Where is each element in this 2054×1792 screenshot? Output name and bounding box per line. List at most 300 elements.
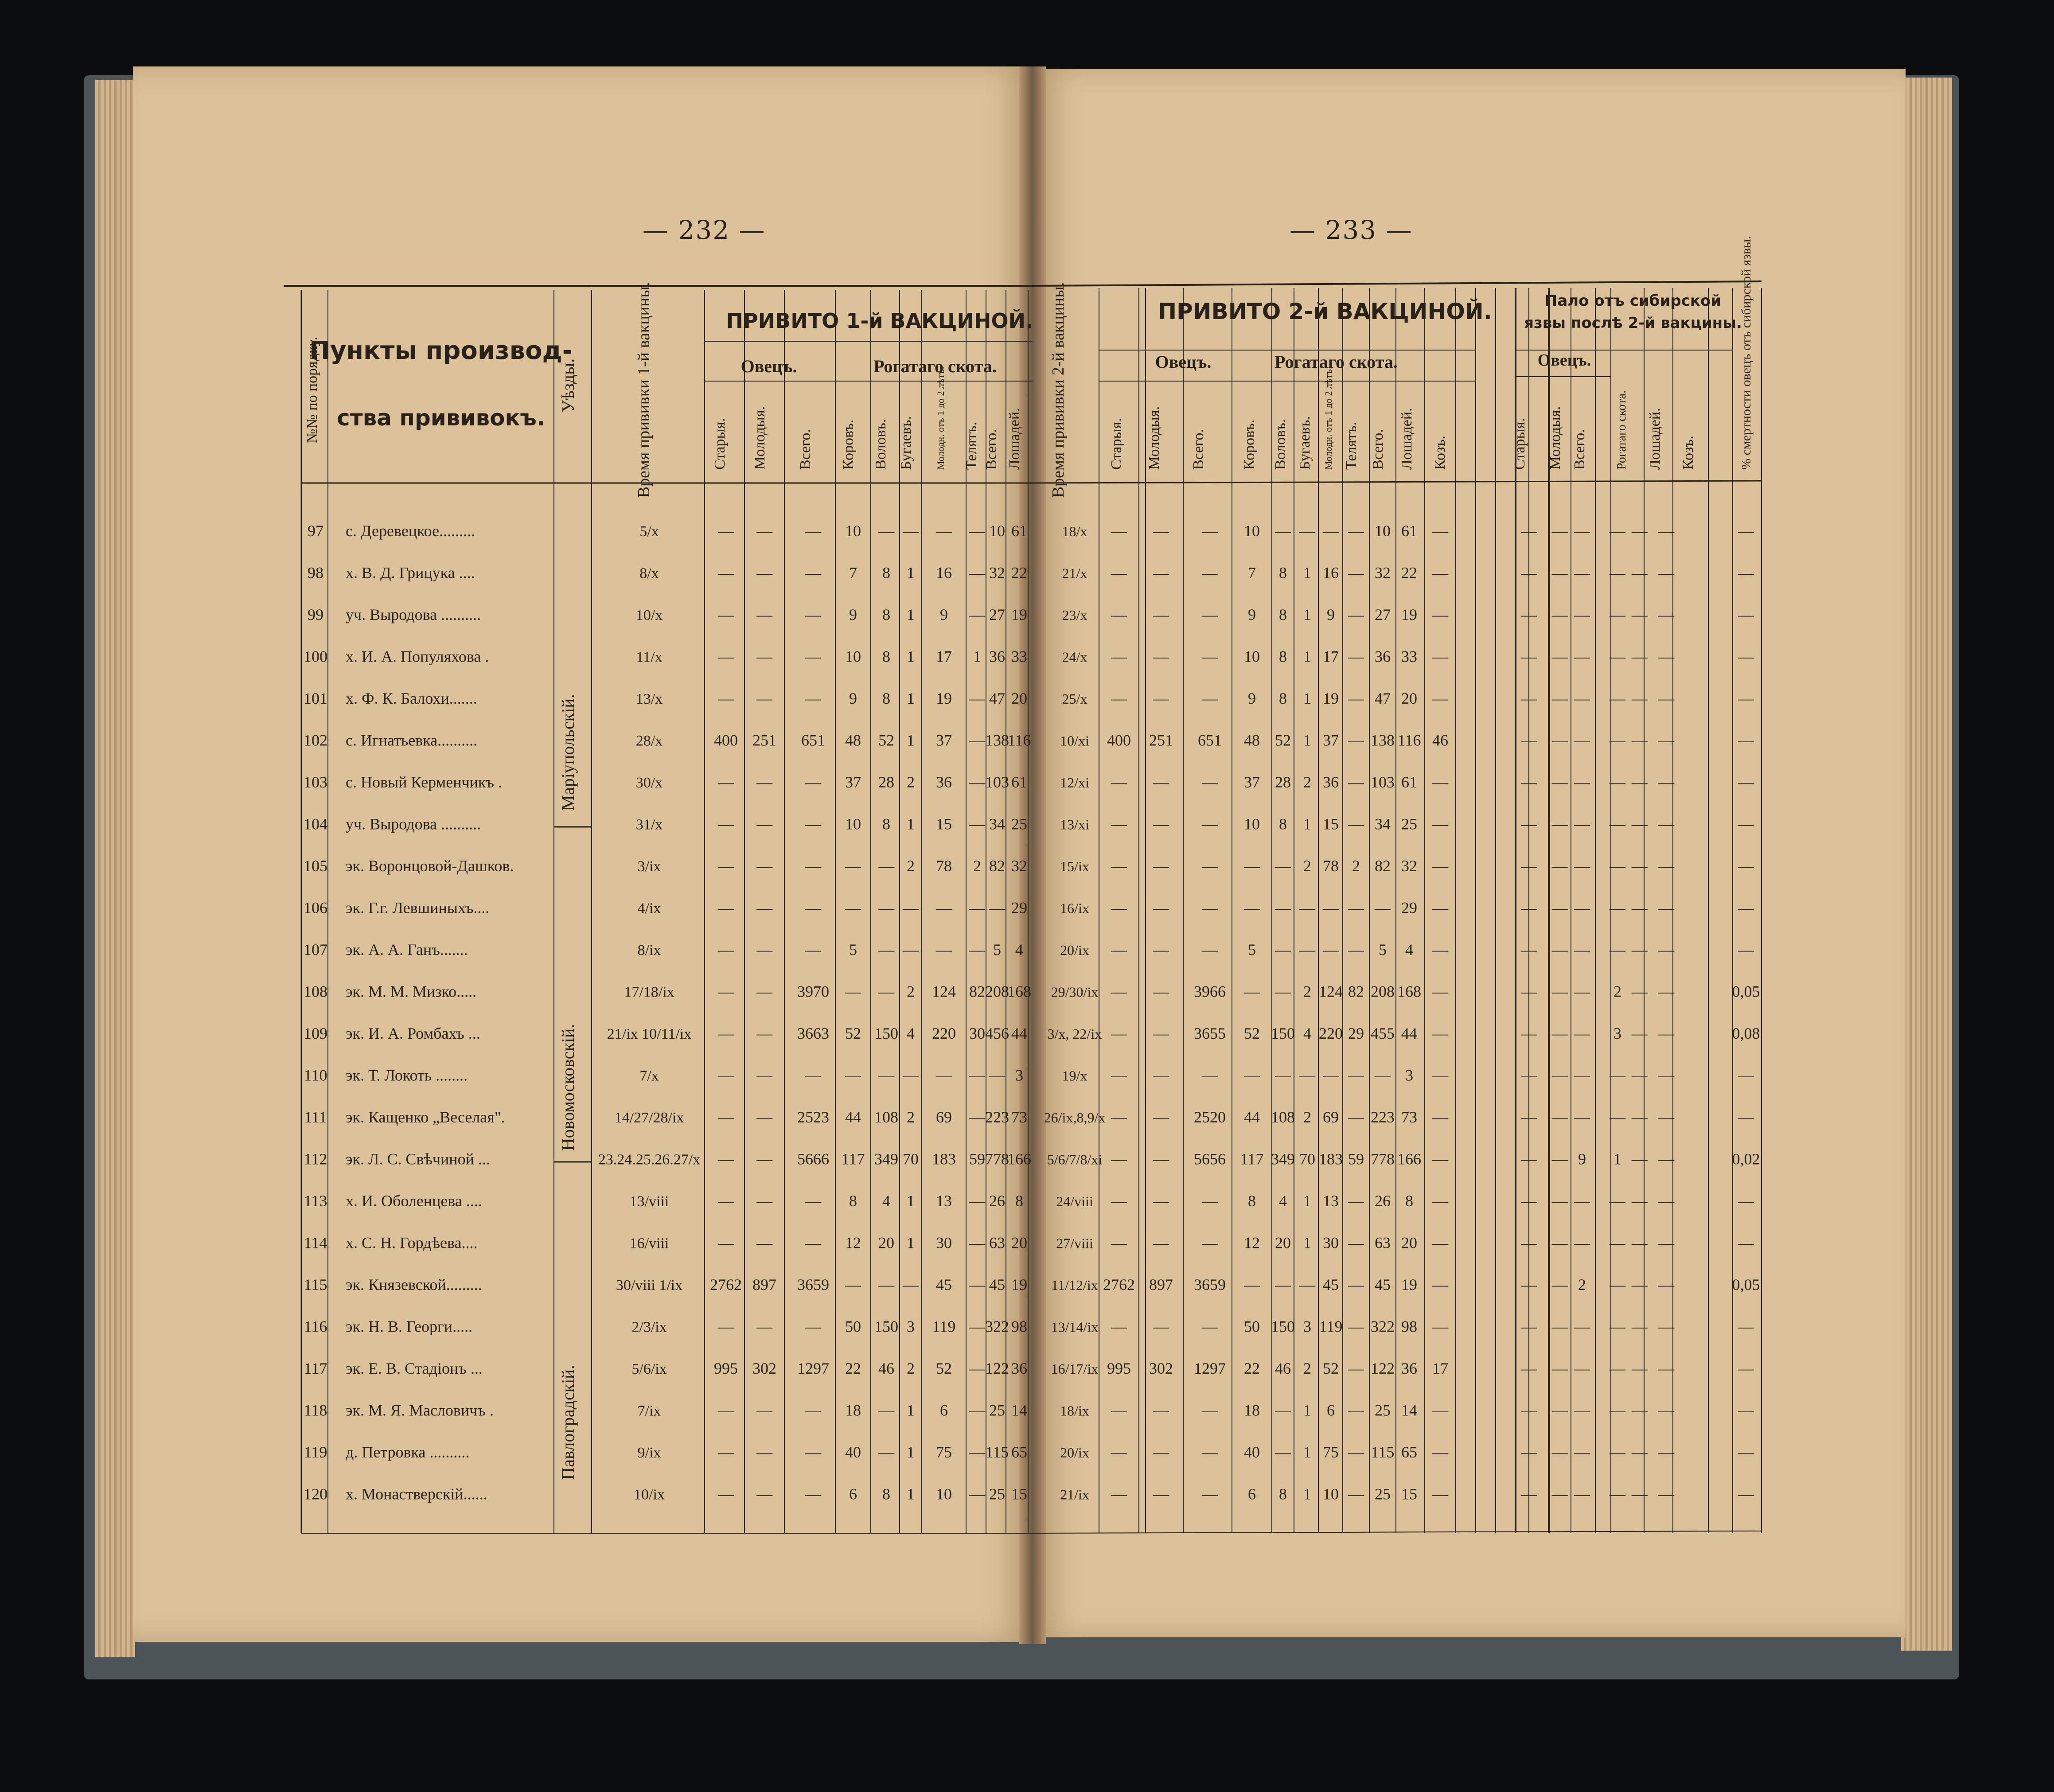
row-mortality: 0,08	[1732, 1025, 1760, 1042]
uezd-label-2: Павлоградскій.	[558, 1365, 578, 1480]
row-v2-cell: —	[1244, 1066, 1260, 1084]
row-v1-cell: 1	[907, 647, 915, 666]
row-v2-cell: —	[1244, 857, 1260, 875]
row-v2-cell: 778	[1371, 1150, 1395, 1168]
row-died-cell: —	[1632, 1485, 1648, 1503]
row-number: 106	[304, 899, 327, 917]
row-v1-cell: 124	[932, 982, 956, 1001]
row-v1-cell: 8	[882, 815, 890, 833]
header-died-1: Пало отъ сибирской	[1544, 292, 1722, 310]
row-place: эк. Е. В. Стадіонъ ...	[346, 1360, 483, 1377]
row-time2: 23/x	[1062, 607, 1087, 623]
row-v1-cell: —	[805, 522, 821, 540]
row-died-cell: —	[1521, 522, 1537, 540]
row-died-cell: —	[1632, 815, 1648, 833]
row-time2: 25/x	[1062, 691, 1087, 707]
row-v1-cell: 52	[936, 1360, 952, 1377]
header-col2-9: Лошадей.	[1399, 408, 1415, 470]
row-place: с. Игнатьевка..........	[346, 731, 478, 749]
row-died-cell: —	[1521, 1234, 1537, 1252]
header-col1-2: Всего.	[797, 429, 814, 470]
row-place: с. Деревецкое.........	[346, 522, 475, 540]
row-mortality: —	[1738, 1443, 1754, 1461]
row-v2-cell: —	[1323, 522, 1339, 540]
row-v1-cell: 10	[845, 815, 861, 833]
row-died-cell: —	[1658, 606, 1674, 623]
row-v1-cell: —	[756, 1025, 772, 1042]
row-v2-cell: 4	[1303, 1025, 1311, 1042]
row-v1-cell: 69	[936, 1108, 952, 1126]
row-v1-cell: 37	[936, 731, 952, 749]
header-col2-7: Телятъ.	[1343, 421, 1360, 470]
row-v1-cell: —	[756, 773, 772, 791]
row-v1-cell: —	[756, 690, 772, 707]
row-v2-cell: —	[1111, 1317, 1127, 1336]
header-col2-8: Всего.	[1370, 429, 1386, 470]
header-died-2: язвы послѣ 2-й вакцины.	[1524, 314, 1742, 332]
row-time2: 29/30/ix	[1051, 984, 1099, 1000]
row-v2-cell: —	[1432, 773, 1448, 791]
row-died-cell: —	[1574, 522, 1590, 540]
row-v1-cell: 8	[882, 1485, 890, 1503]
row-v1-cell: 75	[936, 1443, 952, 1461]
row-died-cell: —	[1632, 773, 1648, 791]
row-place: эк. М. М. Мизко.....	[346, 982, 477, 1001]
uezd-label-0: Маріупольскій.	[558, 694, 578, 811]
row-died-cell: —	[1658, 773, 1674, 791]
row-v2-cell: —	[1348, 522, 1364, 540]
row-v2-cell: 29	[1348, 1025, 1364, 1042]
row-v1-cell: 19	[1011, 606, 1027, 623]
header-uezd: Уѣзды.	[558, 358, 578, 413]
row-v2-cell: —	[1432, 564, 1448, 582]
row-died-cell: —	[1632, 982, 1648, 1001]
row-v1-cell: —	[903, 1066, 919, 1084]
row-v2-cell: 122	[1371, 1360, 1395, 1377]
row-time2: 20/ix	[1060, 1445, 1089, 1461]
row-v2-cell: 2	[1303, 982, 1311, 1001]
row-v2-cell: —	[1348, 1443, 1364, 1461]
row-v2-cell: 15	[1323, 815, 1339, 833]
row-v2-cell: 119	[1319, 1317, 1343, 1336]
row-v1-cell: —	[756, 1108, 772, 1126]
row-v1-cell: —	[718, 522, 734, 540]
row-v2-cell: —	[1202, 647, 1218, 666]
row-time1: 8/ix	[637, 942, 661, 958]
row-v1-cell: —	[805, 1234, 821, 1252]
row-v2-cell: 10	[1244, 815, 1260, 833]
row-v2-cell: 28	[1275, 773, 1291, 791]
row-died-cell: —	[1521, 1108, 1537, 1126]
row-died-cell: —	[1552, 1108, 1568, 1126]
row-v2-cell: 115	[1371, 1443, 1395, 1461]
row-v2-cell: 400	[1107, 731, 1131, 749]
row-v2-cell: 19	[1401, 606, 1417, 623]
header-group1: ПРИВИТО 1-й ВАКЦИНОЙ.	[726, 309, 1033, 333]
row-v1-cell: 22	[845, 1360, 861, 1377]
row-time1: 7/x	[639, 1067, 659, 1084]
row-number: 109	[304, 1025, 327, 1042]
row-v2-cell: —	[1111, 773, 1127, 791]
row-died-cell: —	[1574, 1066, 1590, 1084]
row-v2-cell: —	[1299, 1066, 1315, 1084]
row-v1-cell: 5666	[797, 1150, 829, 1168]
row-time1: 30/viii 1/ix	[616, 1277, 683, 1293]
row-v1-cell: —	[969, 1401, 985, 1419]
header-time2: Время прививки 2-й вакцины.	[1049, 282, 1068, 498]
row-v2-cell: 46	[1432, 731, 1448, 749]
row-v2-cell: —	[1111, 564, 1127, 582]
row-v1-cell: 2523	[797, 1108, 829, 1126]
row-v2-cell: 124	[1319, 982, 1343, 1001]
row-time1: 10/x	[635, 607, 663, 623]
row-v1-cell: 183	[932, 1150, 956, 1168]
row-v1-cell: —	[878, 982, 894, 1001]
row-v1-cell: 1	[907, 1234, 915, 1252]
row-v1-cell: —	[969, 1108, 985, 1126]
row-v1-cell: 36	[989, 647, 1005, 666]
row-v1-cell: 3	[907, 1317, 915, 1336]
row-v2-cell: —	[1244, 982, 1260, 1001]
row-v1-cell: 2762	[710, 1276, 742, 1293]
row-v2-cell: 1	[1303, 1192, 1311, 1210]
row-v1-cell: —	[969, 522, 985, 540]
row-v1-cell: —	[805, 1401, 821, 1419]
row-v2-cell: 61	[1401, 773, 1417, 791]
header-group2: ПРИВИТО 2-й ВАКЦИНОЙ.	[1158, 299, 1492, 324]
row-v1-cell: 45	[989, 1276, 1005, 1293]
row-v1-cell: 14	[1011, 1401, 1027, 1419]
row-v1-cell: 456	[985, 1025, 1009, 1042]
row-v2-cell: —	[1432, 1401, 1448, 1419]
row-v1-cell: 208	[985, 982, 1009, 1001]
row-v2-cell: 1	[1303, 815, 1311, 833]
row-number: 113	[304, 1192, 327, 1210]
row-number: 119	[304, 1443, 327, 1461]
row-v1-cell: 70	[903, 1150, 919, 1168]
row-v2-cell: 26	[1375, 1192, 1391, 1210]
row-v2-cell: 8	[1405, 1192, 1413, 1210]
row-v2-cell: 4	[1279, 1192, 1287, 1210]
row-v2-cell: —	[1153, 941, 1169, 958]
row-died-cell: —	[1574, 1401, 1590, 1419]
row-v1-cell: 9	[849, 690, 857, 707]
row-v2-cell: 150	[1271, 1025, 1295, 1042]
row-v2-cell: 32	[1401, 857, 1417, 875]
row-v2-cell: —	[1275, 941, 1291, 958]
row-v1-cell: —	[969, 1443, 985, 1461]
row-v2-cell: —	[1202, 773, 1218, 791]
row-v2-cell: —	[1432, 1276, 1448, 1293]
row-v2-cell: —	[1348, 1192, 1364, 1210]
header-col2-1: Молодыя.	[1146, 406, 1162, 470]
row-v2-cell: —	[1432, 1317, 1448, 1336]
row-number: 108	[304, 982, 327, 1001]
row-died-cell: —	[1632, 941, 1648, 958]
row-v1-cell: —	[756, 857, 772, 875]
row-v2-cell: —	[1202, 522, 1218, 540]
row-v2-cell: —	[1153, 899, 1169, 917]
row-v2-cell: —	[1323, 1066, 1339, 1084]
row-mortality: —	[1738, 647, 1754, 666]
header-died-col-0: Старыя.	[1512, 418, 1528, 470]
row-place: уч. Выродова ..........	[346, 815, 481, 833]
row-v2-cell: 63	[1375, 1234, 1391, 1252]
row-number: 107	[304, 941, 327, 958]
row-died-cell: —	[1574, 1234, 1590, 1252]
row-died-cell: —	[1574, 1443, 1590, 1461]
row-time2: 18/ix	[1060, 1402, 1089, 1419]
row-died-cell: —	[1552, 1192, 1568, 1210]
row-v1-cell: —	[969, 1234, 985, 1252]
row-v2-cell: —	[1348, 773, 1364, 791]
row-v1-cell: —	[805, 606, 821, 623]
row-v1-cell: 4	[882, 1192, 890, 1210]
row-v1-cell: 17	[936, 647, 952, 666]
row-v1-cell: —	[878, 1066, 894, 1084]
row-died-cell: —	[1552, 815, 1568, 833]
row-died-cell: —	[1632, 1066, 1648, 1084]
row-v2-cell: —	[1432, 815, 1448, 833]
row-v2-cell: 61	[1401, 522, 1417, 540]
row-v1-cell: 44	[1011, 1025, 1027, 1042]
row-v2-cell: 3966	[1194, 982, 1226, 1001]
row-v2-cell: —	[1153, 1066, 1169, 1084]
row-v1-cell: —	[756, 1150, 772, 1168]
row-v2-cell: —	[1323, 941, 1339, 958]
row-died-cell: —	[1552, 899, 1568, 917]
row-v1-cell: 63	[989, 1234, 1005, 1252]
row-mortality: —	[1738, 1192, 1754, 1210]
row-v1-cell: —	[756, 941, 772, 958]
row-place: эк. Л. С. Свѣчиной ...	[346, 1150, 490, 1168]
row-v1-cell: 103	[985, 773, 1009, 791]
row-v2-cell: —	[1432, 1025, 1448, 1042]
row-v2-cell: 10	[1323, 1485, 1339, 1503]
right-page-number: — 233 —	[1290, 215, 1413, 245]
row-v1-cell: —	[756, 1234, 772, 1252]
row-v2-cell: 3	[1405, 1066, 1413, 1084]
row-v2-cell: 1	[1303, 1401, 1311, 1419]
row-mortality: —	[1738, 1234, 1754, 1252]
row-v2-cell: 22	[1244, 1360, 1260, 1377]
row-v1-cell: —	[845, 982, 861, 1001]
row-v2-cell: —	[1348, 899, 1364, 917]
row-v1-cell: 2	[907, 1360, 915, 1377]
row-died-cell: —	[1610, 1401, 1625, 1419]
row-v1-cell: 33	[1011, 647, 1027, 666]
row-time1: 5/6/ix	[631, 1361, 667, 1377]
row-v2-cell: 9	[1248, 606, 1256, 623]
row-v2-cell: —	[1153, 815, 1169, 833]
row-died-cell: —	[1658, 941, 1674, 958]
row-died-cell: 3	[1614, 1025, 1621, 1042]
row-v2-cell: 208	[1371, 982, 1395, 1001]
row-died-cell: —	[1552, 1360, 1568, 1377]
row-time1: 3/ix	[637, 858, 661, 875]
row-v1-cell: —	[936, 522, 952, 540]
row-v1-cell: —	[878, 1401, 894, 1419]
row-v1-cell: 46	[878, 1360, 894, 1377]
row-v1-cell: 122	[985, 1360, 1009, 1377]
row-died-cell: —	[1521, 1025, 1537, 1042]
row-v1-cell: 322	[985, 1317, 1009, 1336]
row-v2-cell: 52	[1275, 731, 1291, 749]
row-v2-cell: 1	[1303, 647, 1311, 666]
row-v1-cell: 220	[932, 1025, 956, 1042]
row-mortality: —	[1738, 564, 1754, 582]
row-v2-cell: —	[1153, 857, 1169, 875]
row-v1-cell: —	[756, 982, 772, 1001]
row-v1-cell: —	[805, 773, 821, 791]
row-v1-cell: —	[718, 1485, 734, 1503]
row-v2-cell: —	[1432, 899, 1448, 917]
row-v2-cell: —	[1111, 1192, 1127, 1210]
row-place: уч. Выродова ..........	[346, 606, 481, 623]
row-v2-cell: 2	[1303, 1360, 1311, 1377]
row-v1-cell: —	[718, 690, 734, 707]
row-v1-cell: —	[969, 731, 985, 749]
row-v2-cell: —	[1111, 941, 1127, 958]
row-time1: 13/viii	[629, 1193, 669, 1210]
row-v2-cell: —	[1348, 1485, 1364, 1503]
row-v2-cell: —	[1275, 982, 1291, 1001]
row-v1-cell: —	[903, 522, 919, 540]
header-cattle2: Рогатаго скота.	[1274, 352, 1398, 372]
row-v2-cell: 75	[1323, 1443, 1339, 1461]
left-page-number: — 232 —	[643, 215, 766, 245]
row-v1-cell: 19	[936, 690, 952, 707]
row-v2-cell: 2762	[1103, 1276, 1135, 1293]
row-v2-cell: 14	[1401, 1401, 1417, 1419]
row-died-cell: —	[1521, 1276, 1537, 1293]
row-v2-cell: —	[1202, 1066, 1218, 1084]
row-v1-cell: —	[718, 1317, 734, 1336]
row-v2-cell: 50	[1244, 1317, 1260, 1336]
row-v2-cell: 5	[1248, 941, 1256, 958]
row-died-cell: —	[1610, 857, 1625, 875]
row-v2-cell: —	[1202, 899, 1218, 917]
row-v2-cell: 6	[1327, 1401, 1335, 1419]
row-v2-cell: —	[1299, 941, 1315, 958]
row-v2-cell: 45	[1323, 1276, 1339, 1293]
row-mortality: 0,05	[1732, 982, 1760, 1001]
row-v1-cell: —	[805, 1485, 821, 1503]
row-mortality: —	[1738, 522, 1754, 540]
row-v1-cell: —	[845, 899, 861, 917]
row-v1-cell: 12	[845, 1234, 861, 1252]
row-v2-cell: 2	[1303, 1108, 1311, 1126]
row-died-cell: —	[1658, 1485, 1674, 1503]
row-v2-cell: 3655	[1194, 1025, 1226, 1042]
row-number: 100	[304, 647, 327, 666]
row-died-cell: —	[1574, 606, 1590, 623]
row-v1-cell: 36	[936, 773, 952, 791]
row-v1-cell: 82	[969, 982, 985, 1001]
row-v2-cell: 322	[1371, 1317, 1395, 1336]
row-v2-cell: —	[1202, 1317, 1218, 1336]
row-time2: 15/ix	[1060, 858, 1089, 874]
row-died-cell: —	[1658, 1443, 1674, 1461]
row-number: 111	[304, 1108, 327, 1126]
row-v2-cell: 59	[1348, 1150, 1364, 1168]
row-v1-cell: —	[969, 899, 985, 917]
row-v2-cell: —	[1153, 773, 1169, 791]
row-v2-cell: 6	[1248, 1485, 1256, 1503]
row-v2-cell: —	[1202, 1192, 1218, 1210]
row-v1-cell: 25	[1011, 815, 1027, 833]
row-v2-cell: —	[1432, 606, 1448, 623]
row-v1-cell: 2	[907, 773, 915, 791]
row-v2-cell: —	[1111, 899, 1127, 917]
row-died-cell: —	[1632, 731, 1648, 749]
row-v2-cell: —	[1111, 1066, 1127, 1084]
row-v2-cell: —	[1348, 941, 1364, 958]
row-v2-cell: 36	[1375, 647, 1391, 666]
row-died-cell: —	[1521, 1150, 1537, 1168]
row-v2-cell: 2	[1303, 773, 1311, 791]
row-v2-cell: 15	[1401, 1485, 1417, 1503]
row-number: 103	[304, 773, 327, 791]
row-v1-cell: 2	[973, 857, 981, 875]
row-number: 98	[308, 564, 323, 582]
row-v1-cell: —	[878, 1443, 894, 1461]
row-died-cell: —	[1610, 1234, 1625, 1252]
row-v2-cell: 1	[1303, 1443, 1311, 1461]
header-died-col-2: Всего.	[1571, 429, 1588, 470]
row-v1-cell: 2	[907, 1108, 915, 1126]
row-died-cell: —	[1632, 1401, 1648, 1419]
row-v1-cell: 4	[907, 1025, 915, 1042]
row-mortality: —	[1738, 731, 1754, 749]
row-v2-cell: —	[1432, 1192, 1448, 1210]
row-died-cell: —	[1632, 1192, 1648, 1210]
row-v1-cell: 116	[1007, 731, 1031, 749]
row-died-cell: —	[1658, 1066, 1674, 1084]
row-v2-cell: —	[1348, 1234, 1364, 1252]
row-v2-cell: —	[1348, 1108, 1364, 1126]
row-v1-cell: —	[756, 647, 772, 666]
row-v2-cell: 5	[1379, 941, 1387, 958]
header-col1-6: Молодн. отъ 1 до 2 лѣтъ.	[935, 366, 946, 470]
row-v1-cell: —	[718, 773, 734, 791]
row-v1-cell: 44	[845, 1108, 861, 1126]
row-v1-cell: —	[718, 1025, 734, 1042]
row-v2-cell: —	[1153, 1401, 1169, 1419]
row-v2-cell: —	[1432, 647, 1448, 666]
row-died-cell: —	[1610, 606, 1625, 623]
row-died-cell: —	[1552, 1485, 1568, 1503]
row-mortality: —	[1738, 941, 1754, 958]
row-died-cell: —	[1521, 941, 1537, 958]
row-v2-cell: 37	[1244, 773, 1260, 791]
row-v2-cell: —	[1202, 1443, 1218, 1461]
row-died-cell: —	[1552, 731, 1568, 749]
row-v1-cell: 20	[1011, 690, 1027, 707]
row-v1-cell: 6	[940, 1401, 948, 1419]
row-v2-cell: —	[1111, 815, 1127, 833]
row-v2-cell: —	[1111, 1401, 1127, 1419]
row-v1-cell: 26	[989, 1192, 1005, 1210]
row-v1-cell: —	[903, 941, 919, 958]
header-col1-1: Молодыя.	[752, 406, 768, 470]
row-died-cell: —	[1574, 982, 1590, 1001]
row-died-cell: 2	[1578, 1276, 1586, 1293]
row-v2-cell: —	[1275, 1443, 1291, 1461]
row-died-cell: —	[1574, 1485, 1590, 1503]
row-v1-cell: 8	[1015, 1192, 1023, 1210]
row-died-cell: —	[1610, 647, 1625, 666]
